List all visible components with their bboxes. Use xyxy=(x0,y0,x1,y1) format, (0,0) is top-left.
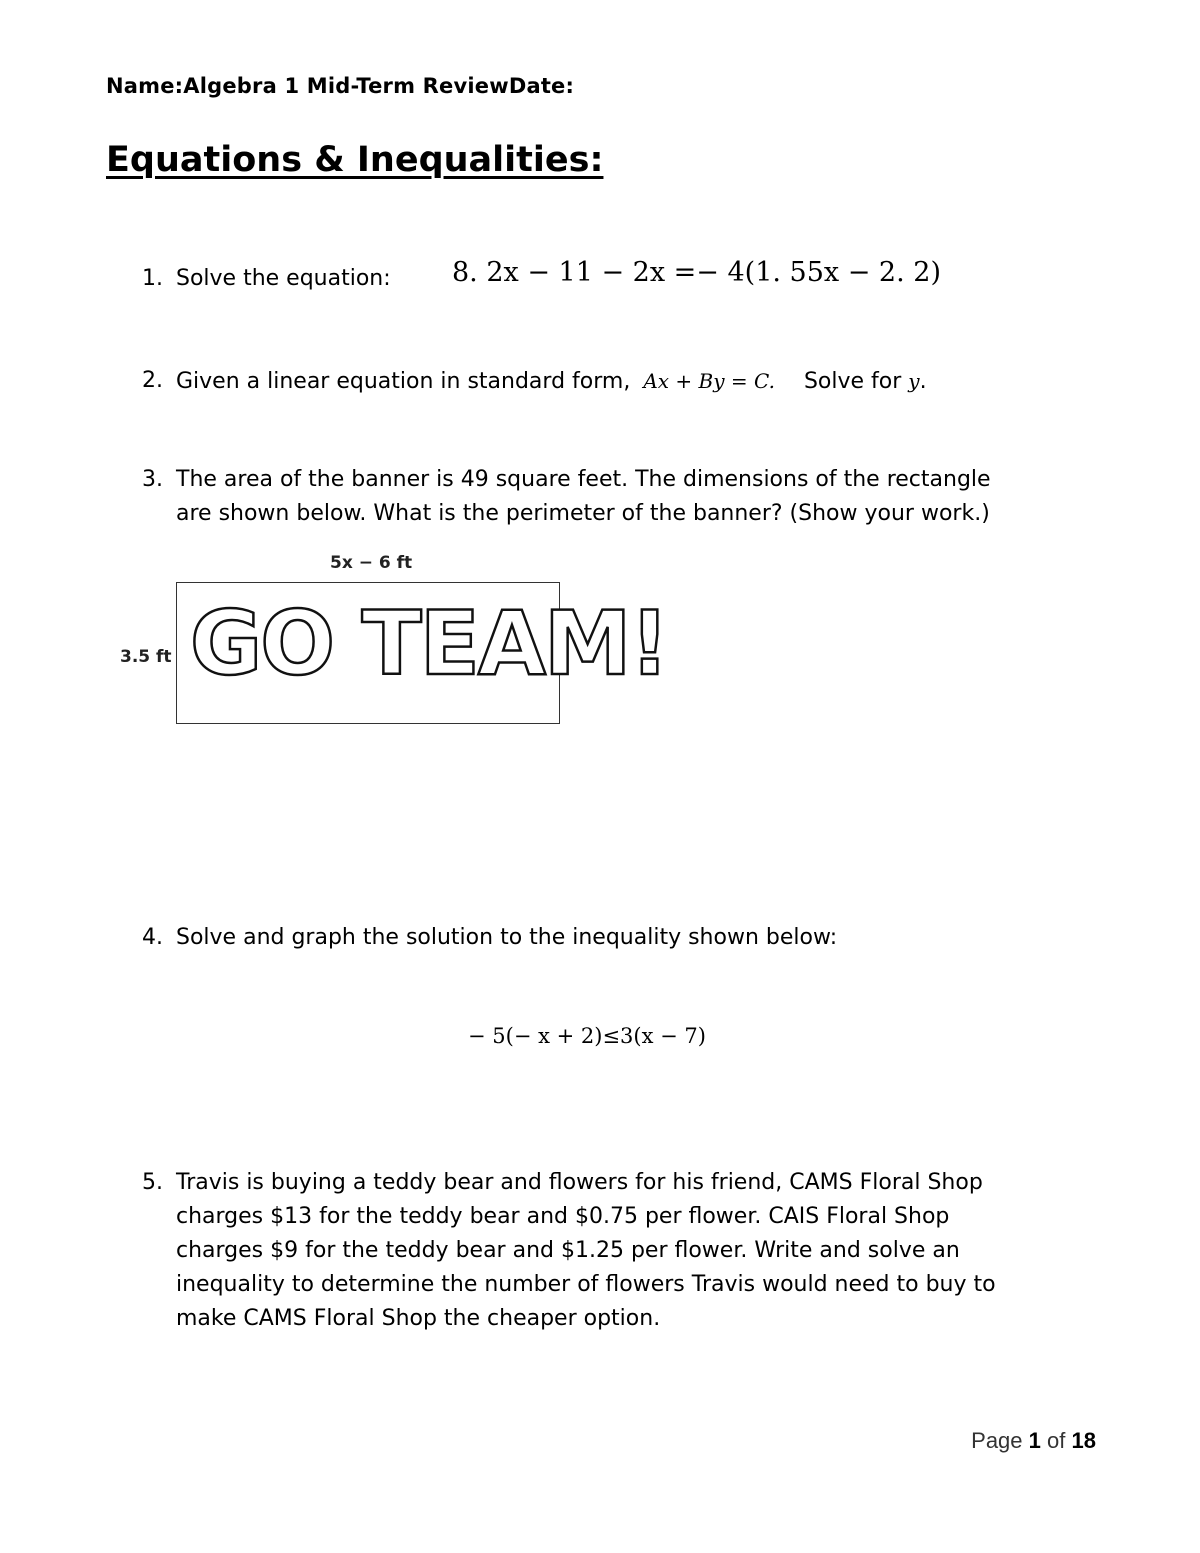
question-text-line: make CAMS Floral Shop the cheaper option. xyxy=(176,1306,661,1331)
question-text-line: Travis is buying a teddy bear and flowers for his friend, CAMS Floral Shop xyxy=(176,1170,983,1195)
question-number: 4. xyxy=(142,925,163,950)
solve-variable: y xyxy=(908,369,920,393)
question-1 xyxy=(0,257,1200,302)
period: . xyxy=(919,369,927,394)
question-text-line: inequality to determine the number of flowers Travis would need to buy to xyxy=(176,1272,996,1297)
section-title: Equations & Inequalities: xyxy=(106,140,604,180)
question-text-line: charges $9 for the teddy bear and $1.25 per flower. Write and solve an xyxy=(176,1238,960,1263)
worksheet-header: Name:Algebra 1 Mid-Term ReviewDate: xyxy=(106,74,575,98)
question-number: 2. xyxy=(142,368,163,393)
question-number: 5. xyxy=(142,1170,163,1195)
question-text-line: The area of the banner is 49 square feet. The dimensions of the rectangle xyxy=(176,467,991,492)
question-text-line: charges $13 for the teddy bear and $0.75 per flower. CAIS Floral Shop xyxy=(176,1204,950,1229)
question-2 xyxy=(0,364,1200,404)
question-5 xyxy=(0,1166,1200,1346)
equation: 8. 2x − 11 − 2x =− 4(1. 55x − 2. 2) xyxy=(452,257,941,288)
question-3 xyxy=(0,463,1200,533)
inequality: − 5(− x + 2)≤3(x − 7) xyxy=(468,1024,706,1048)
banner-height-label: 3.5 ft xyxy=(120,647,172,667)
question-number: 1. xyxy=(142,266,163,291)
question-text: Solve and graph the solution to the inequality shown below: xyxy=(176,925,838,950)
banner-graphic-text: GO TEAM! xyxy=(190,592,668,695)
standard-form-equation: Ax + By = C. xyxy=(643,369,775,393)
question-4 xyxy=(0,921,1200,961)
question-text: Given a linear equation in standard form, xyxy=(176,369,631,394)
page-current: 1 xyxy=(1028,1428,1041,1453)
question-text-line: are shown below. What is the perimeter of the banner? (Show your work.) xyxy=(176,501,990,526)
of-word: of xyxy=(1047,1428,1066,1453)
page-total: 18 xyxy=(1071,1428,1096,1453)
page-footer xyxy=(971,1428,1096,1454)
banner-width-label: 5x − 6 ft xyxy=(330,553,413,573)
question-number: 3. xyxy=(142,467,163,492)
page-word: Page xyxy=(971,1428,1023,1453)
question-text-after: Solve for xyxy=(803,369,902,394)
question-text: Solve the equation: xyxy=(176,266,391,291)
